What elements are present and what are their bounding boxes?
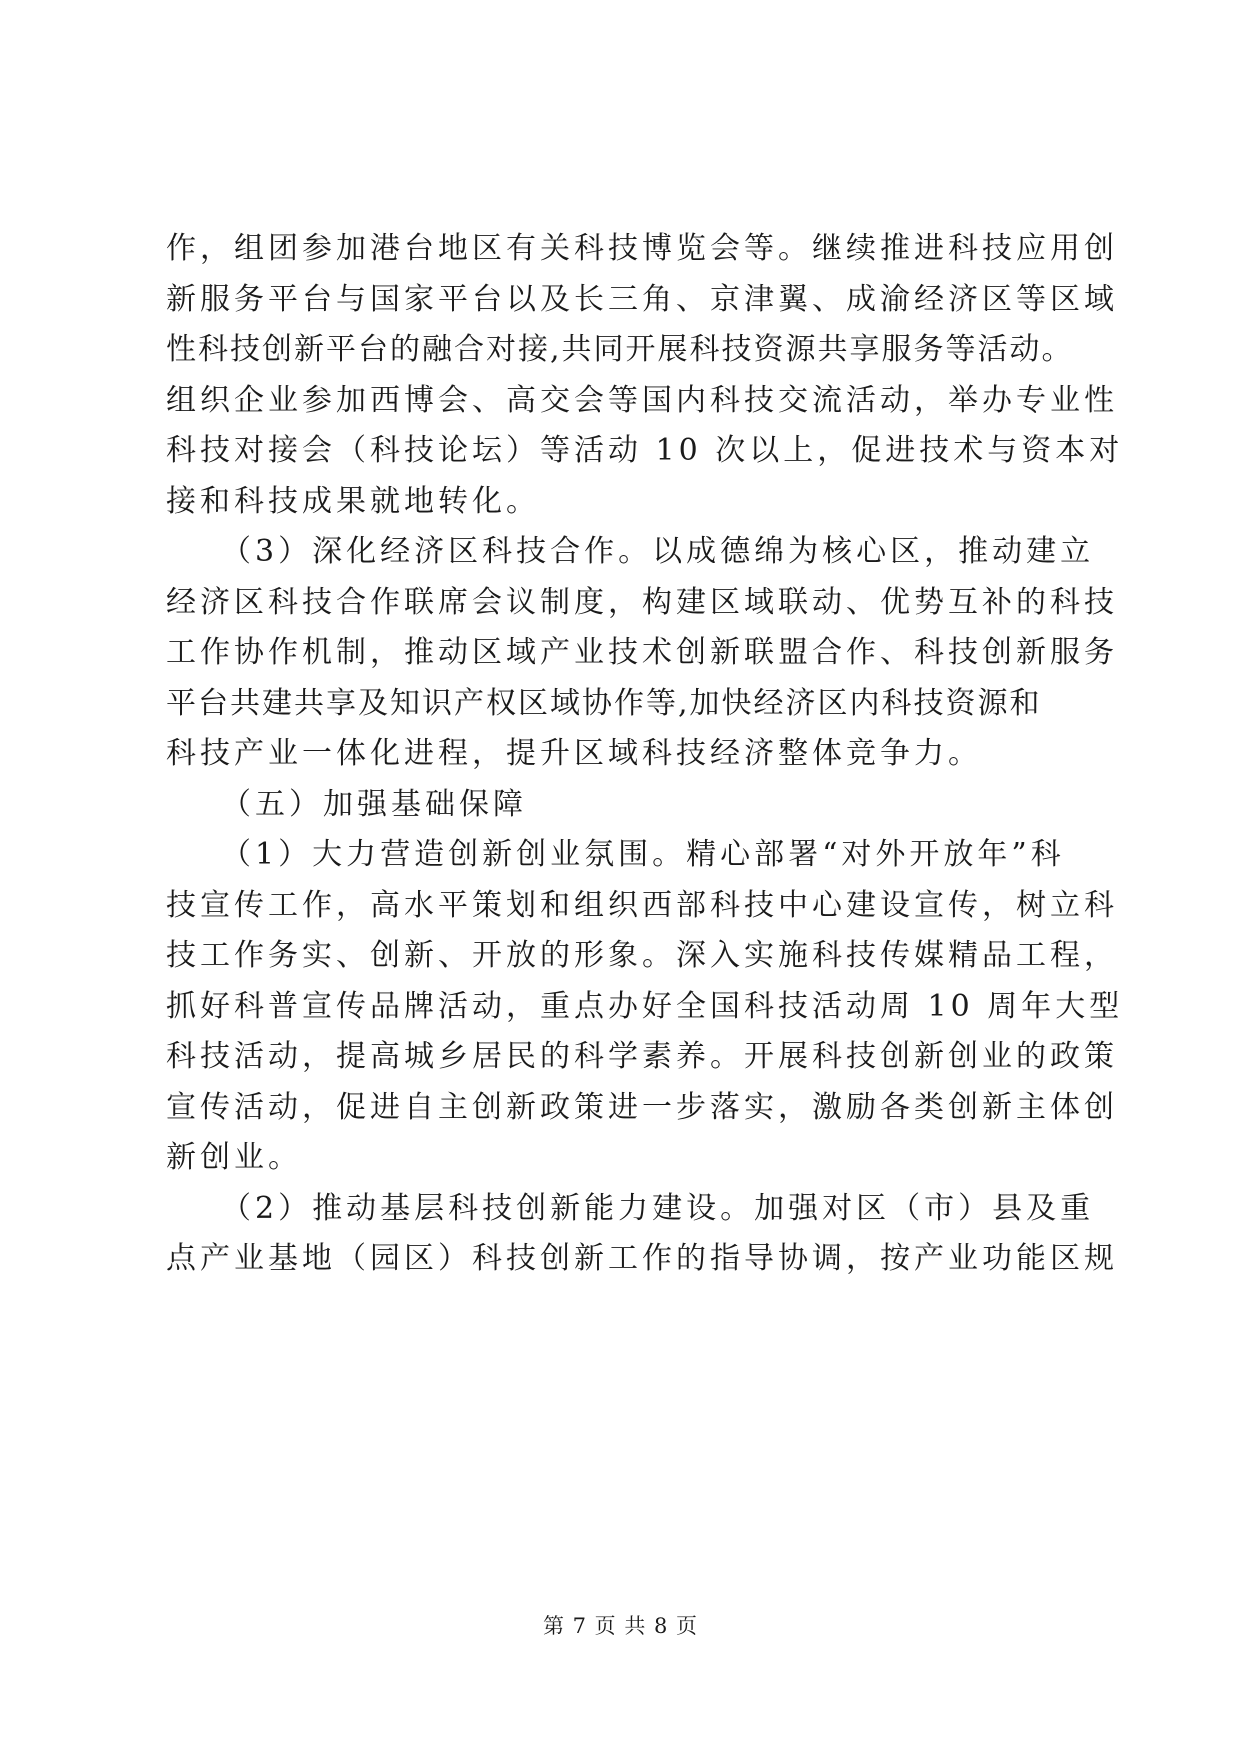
text-line: （1）大力营造创新创业氛围。精心部署“对外开放年”科	[221, 837, 1065, 872]
text-line: 科技产业一体化进程，提升区域科技经济整体竞争力。	[166, 736, 982, 771]
page-number-footer: 第 7 页 共 8 页	[542, 1614, 699, 1638]
text-line: 点产业基地（园区）科技创新工作的指导协调，按产业功能区规	[166, 1241, 1118, 1276]
text-line: 抓好科普宣传品牌活动，重点办好全国科技活动周 10 周年大型	[166, 988, 1124, 1024]
text-line: 科技对接会（科技论坛）等活动 10 次以上，促进技术与资本对	[166, 433, 1124, 468]
text-line: 科技活动，提高城乡居民的科学素养。开展科技创新创业的政策	[166, 1039, 1118, 1074]
section-heading: （五）加强基础保障	[221, 786, 527, 822]
text-line: 宣传活动，促进自主创新政策进一步落实，激励各类创新主体创	[166, 1089, 1118, 1125]
text-line: 性科技创新平台的融合对接,共同开展科技资源共享服务等活动。	[166, 332, 1074, 367]
text-line: 平台共建共享及知识产权区域协作等,加快经济区内科技资源和	[166, 685, 1042, 721]
text-line: 作，组团参加港台地区有关科技博览会等。继续推进科技应用创	[166, 231, 1118, 266]
text-line: 接和科技成果就地转化。	[166, 483, 540, 519]
text-line: 技工作务实、创新、开放的形象。深入实施科技传媒精品工程，	[166, 938, 1118, 973]
text-line: 经济区科技合作联席会议制度，构建区域联动、优势互补的科技	[166, 584, 1118, 620]
text-line: 新服务平台与国家平台以及长三角、京津翼、成渝经济区等区域	[166, 281, 1118, 317]
text-line: （2）推动基层科技创新能力建设。加强对区（市）县及重	[221, 1190, 1095, 1226]
text-line: 工作协作机制，推动区域产业技术创新联盟合作、科技创新服务	[166, 635, 1118, 670]
body-text	[166, 224, 1124, 1285]
text-line: 技宣传工作，高水平策划和组织西部科技中心建设宣传，树立科	[166, 887, 1118, 923]
text-line: 组织企业参加西博会、高交会等国内科技交流活动，举办专业性	[166, 382, 1118, 418]
text-line: 新创业。	[166, 1140, 302, 1175]
text-line: （3）深化经济区科技合作。以成德绵为核心区，推动建立	[221, 534, 1095, 569]
